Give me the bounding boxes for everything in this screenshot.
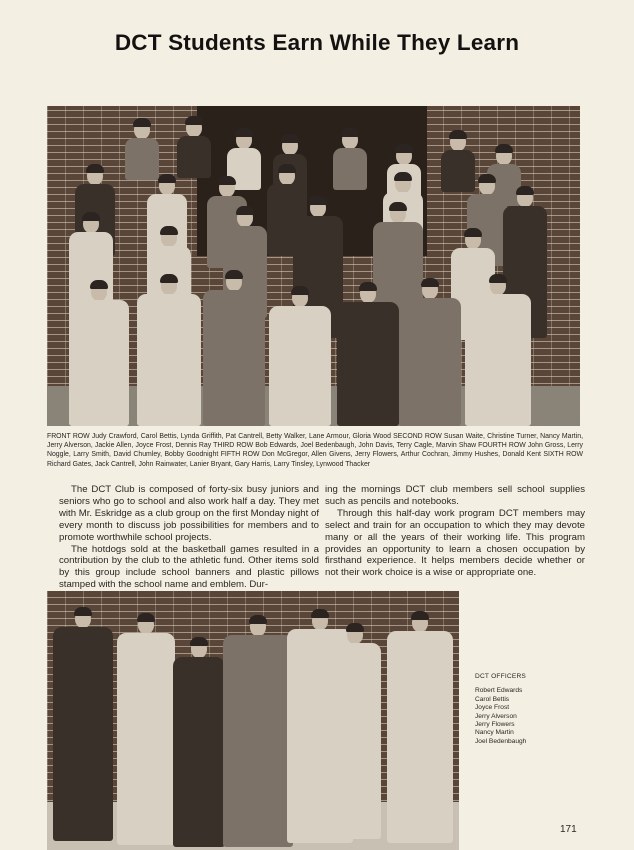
student-figure [125,120,159,180]
student-figure [337,284,399,426]
officer-figure [329,625,381,839]
photo-caption: FRONT ROW Judy Crawford, Carol Bettis, Lynda Griffith, Pat Cantrell, Betty Walker, Lane Armour, Gloria Wood SECOND ROW Susan Waite, Christine Turner, Nancy Martin, Jerry Alverson, Jackie Allen, Joyce Frost, Dennis Ray THIRD ROW Bob Edwards, Joel Bedenbaugh, John Davis, Terry Cagle, Marvin Shaw FOURTH ROW John Gross, Lerry Noggle, Larry Smith, David Chumley, Bobby Goodnight FIFTH ROW Don McGregor, Allen Givens, Jerry Flowers, Arthur Cochran, Jimmy Hushes, Donald Kent SIXTH ROW Richard Gates, Jack Cantrell, John Rainwater, Lanier Bryant, Gary Harris, Larry Tinsley, Lynwood Thacker [47,433,583,468]
officer-figure [117,615,175,845]
student-figure [269,288,331,426]
student-figure [69,282,129,426]
student-figure [177,118,211,178]
officers-heading: DCT OFFICERS [475,673,526,680]
article-right-column [325,484,585,579]
student-figure [465,276,531,426]
article-paragraph: ing the mornings DCT club members sell school supplies such as pencils and notebooks. [325,484,585,507]
officer-name: Joyce Frost [475,704,510,712]
officer-figure [387,613,453,843]
student-figure [333,130,367,190]
officer-name: Jerry Alverson [475,712,517,720]
officer-figure [173,639,225,847]
student-figure [137,276,201,426]
article-paragraph: The hotdogs sold at the basketball games resulted in a contribution by the club to the athletic fund. Other items sold by this group include school banners and plastic pillows stamped with the school name and emblem. Dur- [59,543,319,591]
group-photo [47,106,580,426]
student-figure [399,280,461,426]
article-paragraph: Through this half-day work program DCT members may select and train for an occupation to which they may devote many or all the years of their working life. This program provides an opportunity to learn a chosen occupation by firsthand experience. It helps members decide whether or not their work choice is a wise or appropriate one. [325,507,585,579]
officer-name: Joel Bedenbaugh [475,737,527,745]
article-paragraph: The DCT Club is composed of forty-six busy juniors and seniors who go to school and also work half a day. They met with Mr. Eskridge as a club group on the first Monday night of every month to discuss job possibilities for members and to promote worthwhile school projects. [59,484,319,543]
page-title: DCT Students Earn While They Learn [114,30,520,55]
officers-photo [47,591,459,850]
officer-name: Robert Edwards [475,687,523,695]
student-figure [203,272,265,426]
page-number: 171 [560,824,577,835]
officers-list [475,673,575,746]
officer-figure [53,609,113,841]
officer-name: Nancy Martin [475,729,514,737]
officer-name: Jerry Flowers [475,721,515,729]
article-left-column [59,484,319,591]
officer-figure [223,617,293,847]
officer-name: Carol Bettis [475,695,510,703]
